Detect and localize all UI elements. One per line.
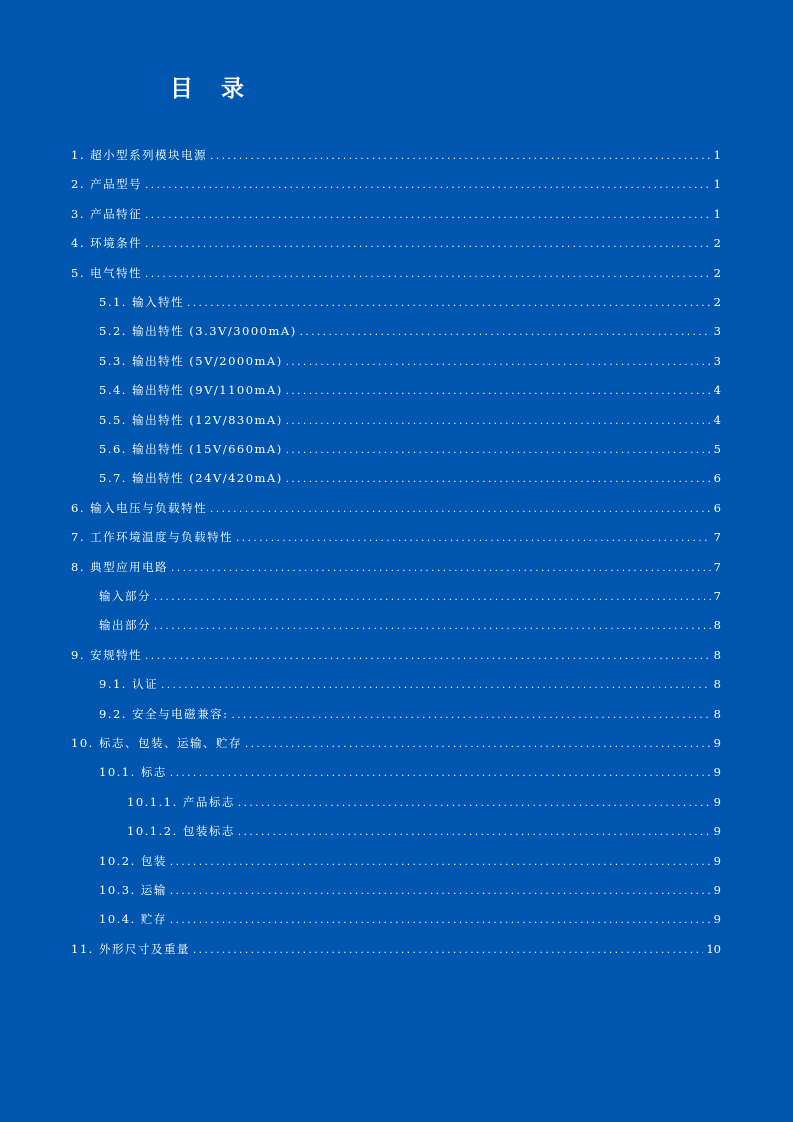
- toc-entry-number: 11.: [71, 941, 94, 956]
- toc-entry-number: 10.: [71, 736, 94, 750]
- toc-entry-title: 包装: [135, 853, 167, 868]
- toc-entry-page-number: 7: [713, 589, 721, 603]
- toc-entry-page-number: 8: [713, 647, 721, 662]
- toc-entry-title: 环境条件: [84, 236, 143, 251]
- toc-entry-title: 产品标志: [177, 794, 235, 809]
- dot-leader: [161, 676, 711, 696]
- toc-entry[interactable]: [0, 439, 793, 459]
- toc-entry[interactable]: [0, 909, 793, 929]
- dot-leader: [236, 529, 711, 549]
- toc-entry-page-number: 1: [713, 206, 721, 221]
- dot-leader: [210, 147, 711, 167]
- dot-leader: [286, 382, 711, 402]
- toc-entry-title: 工作环境温度与负载特性: [84, 530, 234, 545]
- toc-entry-title: 外形尺寸及重量: [93, 941, 190, 956]
- toc-entry[interactable]: [0, 145, 793, 165]
- toc-entry-number: 5.7.: [99, 471, 127, 486]
- toc-entry[interactable]: [0, 880, 793, 900]
- toc-entry[interactable]: [0, 704, 793, 724]
- dot-leader: [193, 941, 703, 961]
- toc-entry[interactable]: [0, 204, 793, 224]
- toc-entry-title: 输出特性 (5V/2000mA): [126, 353, 283, 368]
- toc-entry[interactable]: [0, 615, 793, 635]
- toc-entry-number: 7.: [71, 530, 85, 545]
- dot-leader: [145, 647, 711, 667]
- toc-entry-title: 输入电压与负载特性: [84, 500, 208, 515]
- toc-entry-number: 9.: [71, 647, 85, 662]
- toc-entry-title: 典型应用电路: [84, 559, 169, 574]
- toc-entry-page-number: 3: [713, 353, 721, 368]
- dot-leader: [286, 353, 711, 373]
- toc-entry[interactable]: [0, 292, 793, 312]
- toc-entry-number: 9.1.: [99, 677, 127, 692]
- toc-entry-number: 10.4.: [99, 912, 136, 927]
- dot-leader: [170, 764, 711, 784]
- toc-entry-title: 安规特性: [84, 647, 143, 662]
- toc-entry-number: 5.3.: [99, 353, 127, 368]
- dot-leader: [286, 470, 711, 490]
- toc-entry-title: 超小型系列模块电源: [84, 148, 208, 162]
- toc-entry-page-number: 5: [713, 442, 721, 456]
- toc-entry-title: 标志、包装、运输、贮存: [93, 736, 242, 750]
- toc-entry-title: 输出特性 (9V/1100mA): [126, 383, 283, 398]
- toc-entry-title: 输入特性: [126, 295, 185, 309]
- toc-entry-title: 标志: [135, 765, 167, 780]
- toc-entry-title: 输出特性 (12V/830mA): [126, 412, 283, 427]
- toc-entry-page-number: 9: [713, 794, 721, 809]
- toc-entry-title: 输出特性 (24V/420mA): [126, 471, 283, 486]
- dot-leader: [170, 911, 711, 931]
- toc-entry-number: 5.: [71, 265, 85, 280]
- toc-entry[interactable]: [0, 586, 793, 606]
- toc-entry-number: 10.1.: [99, 765, 136, 780]
- toc-entry-number: 10.1.1.: [127, 794, 178, 809]
- dot-leader: [286, 412, 711, 432]
- toc-entry-page-number: 3: [713, 324, 721, 339]
- page-title: 目 录: [170, 76, 255, 102]
- toc-entry[interactable]: [0, 380, 793, 400]
- toc-entry-title: 电气特性: [84, 265, 143, 280]
- dot-leader: [154, 617, 711, 637]
- toc-entry-number: 5.1.: [99, 295, 127, 309]
- toc-entry[interactable]: [0, 233, 793, 253]
- toc-entry-number: 1.: [71, 148, 85, 162]
- toc-entry-title: 包装标志: [177, 824, 235, 839]
- dot-leader: [154, 588, 711, 608]
- toc-entry-page-number: 1: [713, 177, 721, 192]
- toc-entry-page-number: 7: [713, 559, 721, 574]
- toc-entry[interactable]: [0, 263, 793, 283]
- toc-entry-number: 6.: [71, 500, 85, 515]
- dot-leader: [245, 735, 711, 755]
- toc-entry-page-number: 2: [713, 265, 721, 280]
- toc-entry-page-number: 1: [713, 148, 721, 162]
- toc-entry-number: 4.: [71, 236, 85, 251]
- dot-leader: [187, 294, 711, 314]
- toc-entry-page-number: 4: [713, 383, 721, 398]
- toc-entry[interactable]: [0, 557, 793, 577]
- dot-leader: [210, 500, 711, 520]
- dot-leader: [171, 559, 711, 579]
- toc-entry-page-number: 7: [713, 530, 721, 545]
- toc-entry-page-number: 4: [713, 412, 721, 427]
- toc-entry-page-number: 6: [713, 500, 721, 515]
- toc-entry-number: 10.1.2.: [127, 824, 178, 839]
- toc-entry-title: 安全与电磁兼容:: [126, 706, 229, 721]
- toc-entry[interactable]: [0, 410, 793, 430]
- toc-entry-number: 5.2.: [99, 324, 127, 339]
- toc-entry[interactable]: [0, 321, 793, 341]
- toc-entry-title: 输入部分: [99, 589, 151, 603]
- dot-leader: [300, 323, 711, 343]
- dot-leader: [170, 853, 711, 873]
- toc-entry-number: 5.4.: [99, 383, 127, 398]
- toc-entry-page-number: 9: [713, 824, 721, 839]
- toc-entry-page-number: 10: [706, 941, 721, 956]
- toc-entry-number: 3.: [71, 206, 85, 221]
- toc-entry[interactable]: [0, 498, 793, 518]
- toc-entry-number: 9.2.: [99, 706, 127, 721]
- toc-entry-number: 10.3.: [99, 883, 136, 897]
- dot-leader: [286, 441, 711, 461]
- toc-entry[interactable]: [0, 792, 793, 812]
- toc-entry[interactable]: [0, 939, 793, 959]
- toc-entry[interactable]: [0, 733, 793, 753]
- dot-leader: [231, 706, 710, 726]
- dot-leader: [145, 206, 711, 226]
- toc-entry-page-number: 9: [713, 765, 721, 780]
- toc-entry-page-number: 8: [713, 677, 721, 692]
- dot-leader: [238, 823, 711, 843]
- toc-entry[interactable]: [0, 674, 793, 694]
- toc-entry-page-number: 2: [713, 295, 721, 309]
- toc-entry-number: 2.: [71, 177, 85, 192]
- toc-entry-number: 10.2.: [99, 853, 136, 868]
- toc-entry[interactable]: [0, 527, 793, 547]
- toc-entry-title: 贮存: [135, 912, 167, 927]
- toc-entry-title: 产品型号: [84, 177, 143, 192]
- toc-entry-page-number: 9: [713, 853, 721, 868]
- toc-entry-number: 8.: [71, 559, 85, 574]
- dot-leader: [170, 882, 711, 902]
- toc-entry[interactable]: [0, 468, 793, 488]
- toc-entry-title: 输出特性 (3.3V/3000mA): [126, 324, 297, 339]
- toc-entry-page-number: 8: [713, 706, 721, 721]
- dot-leader: [238, 794, 711, 814]
- toc-entry-number: 5.5.: [99, 412, 127, 427]
- toc-entry[interactable]: [0, 645, 793, 665]
- toc-entry[interactable]: [0, 851, 793, 871]
- dot-leader: [145, 176, 711, 196]
- toc-entry-page-number: 9: [713, 736, 721, 750]
- toc-entry-page-number: 9: [713, 912, 721, 927]
- dot-leader: [145, 235, 711, 255]
- toc-entry-title: 产品特征: [84, 206, 143, 221]
- toc-entry[interactable]: [0, 351, 793, 371]
- toc-entry-number: 5.6.: [99, 442, 127, 456]
- dot-leader: [145, 265, 711, 285]
- toc-entry-page-number: 6: [713, 471, 721, 486]
- toc-entry-title: 运输: [135, 883, 167, 897]
- toc-entry-page-number: 8: [713, 618, 721, 633]
- toc-entry-page-number: 9: [713, 883, 721, 897]
- toc-entry[interactable]: [0, 821, 793, 841]
- toc-entry-title: 认证: [126, 677, 159, 692]
- toc-entry[interactable]: [0, 174, 793, 194]
- toc-entry-title: 输出部分: [99, 618, 151, 633]
- toc-entry[interactable]: [0, 762, 793, 782]
- toc-entry-title: 输出特性 (15V/660mA): [126, 442, 283, 456]
- toc-entry-page-number: 2: [713, 236, 721, 251]
